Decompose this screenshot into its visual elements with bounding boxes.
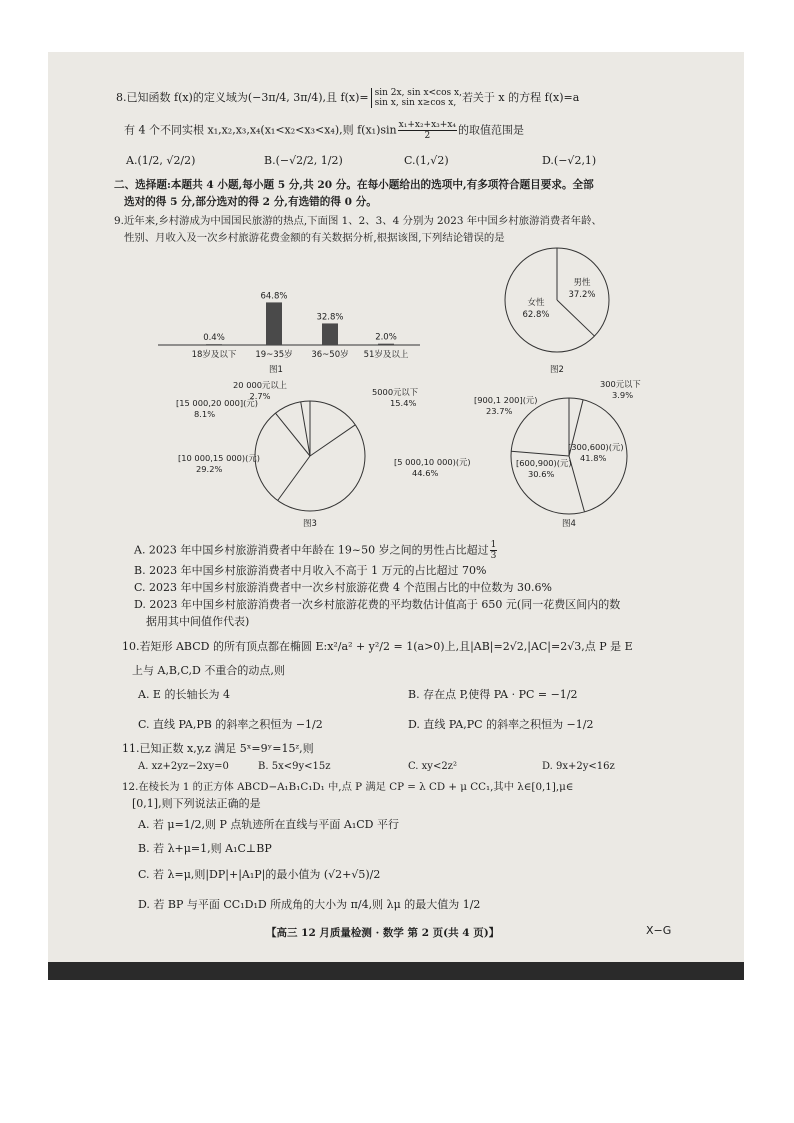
fig3-slice-name: [5 000,10 000)(元): [394, 457, 471, 467]
fig1-category-label: 51岁及以上: [363, 350, 409, 360]
fig1-category-label: 19~35岁: [255, 350, 293, 360]
fig3-slice-value: 15.4%: [390, 398, 417, 408]
pie-slice-boundary: [511, 451, 569, 456]
q11-option-d: D. 9x+2y<16z: [542, 761, 615, 772]
q10-line1: [122, 640, 633, 654]
section2-heading-2: 选对的得 5 分,部分选对的得 2 分,有选错的得 0 分。: [124, 196, 377, 208]
fig1-bar: [206, 344, 222, 345]
fig1-bar: [378, 344, 394, 345]
fig1-title: 图1: [269, 365, 283, 375]
q11-option-b: B. 5x<9y<15z: [258, 761, 331, 772]
fig1-bar-chart: [158, 291, 420, 375]
q11-option-a: A. xz+2yz−2xy=0: [138, 761, 229, 772]
fig2-slice-value: 37.2%: [568, 290, 596, 300]
page-footer: 【高三 12 月质量检测 · 数学 第 2 页(共 4 页)】: [266, 927, 500, 939]
q12-option-c: C. 若 λ=μ,则|DP|+|A₁P|的最小值为 (√2+√5)/2: [138, 868, 381, 881]
q10-ellipse-eq: x²/a² + y²/2 = 1(a>0): [327, 640, 445, 653]
pie-slice-boundary: [310, 425, 355, 456]
fig1-value-label: 2.0%: [375, 332, 397, 343]
q9-frac-den: 3: [490, 551, 497, 561]
q12-option-b: B. 若 λ+μ=1,则 A₁C⊥BP: [138, 842, 272, 855]
fig3-slice-name: 5000元以下: [372, 387, 419, 397]
q8-option-c: C.(1,√2): [404, 154, 449, 167]
fig4-slice-name: [900,1 200](元): [474, 395, 538, 405]
fig2-slice-name: 男性: [573, 278, 591, 288]
pie-slice-boundary: [278, 456, 310, 500]
pie-slice-boundary: [301, 402, 310, 456]
q10-option-a: A. E 的长轴长为 4: [138, 688, 230, 701]
q9-charts: [48, 52, 744, 980]
q9-stem-2: 性别、月收入及一次乡村旅游花费金额的有关数据分析,根据该图,下列结论错误的是: [124, 232, 505, 244]
fig2-pie-chart: [505, 248, 609, 375]
q9-option-b: B. 2023 年中国乡村旅游消费者中月收入不高于 1 万元的占比超过 70%: [134, 564, 487, 577]
fig1-value-label: 32.8%: [316, 312, 344, 323]
q8-stem-2: 有 4 个不同实根 x₁,x₂,x₃,x₄(x₁<x₂<x₃<x₄),则 f(x₁)sin: [124, 123, 397, 137]
fig3-pie-chart: [176, 380, 471, 529]
q11-option-c: C. xy<2z²: [408, 761, 457, 772]
q10-stem-b: 上,且|AB|=2√2,|AC|=2√3,点 P 是 E: [444, 640, 633, 653]
q9-option-d-cont: 据用其中间值作代表): [146, 615, 250, 628]
fig3-slice-value: 29.2%: [196, 464, 223, 474]
q10-option-c: C. 直线 PA,PB 的斜率之积恒为 −1/2: [138, 718, 323, 731]
q8-domain: (−3π/4, 3π/4): [247, 91, 323, 104]
q10-stem-2: 上与 A,B,C,D 不重合的动点,则: [132, 664, 285, 677]
q8-frac-den: 2: [424, 131, 431, 141]
q10-stem: 10.若矩形 ABCD 的所有顶点都在椭圆 E:: [122, 640, 328, 653]
q8-stem-c: 若关于 x 的方程 f(x)=a: [461, 91, 580, 104]
q9-option-a: [134, 540, 498, 561]
fig1-value-label: 0.4%: [203, 333, 225, 344]
pie-slice-boundary: [557, 300, 594, 336]
fig4-slice-value: 3.9%: [612, 390, 634, 400]
fig2-title: 图2: [550, 365, 564, 375]
fig4-slice-name: [600,900)(元): [516, 458, 572, 468]
q9-option-a-text: A. 2023 年中国乡村旅游消费者中年龄在 19~50 岁之间的男性占比超过: [134, 543, 489, 557]
fig3-slice-value: 44.6%: [412, 468, 439, 478]
fig3-title: 图3: [303, 519, 317, 529]
q12-option-a: A. 若 μ=1/2,则 P 点轨迹所在直线与平面 A₁CD 平行: [138, 818, 399, 831]
q12-option-d: D. 若 BP 与平面 CC₁D₁D 所成角的大小为 π/4,则 λμ 的最大值为 1/2: [138, 898, 481, 911]
q8-frac-num: x₁+x₂+x₃+x₄: [398, 120, 456, 130]
fig4-slice-value: 41.8%: [580, 453, 607, 463]
fig3-slice-value: 2.7%: [249, 391, 271, 401]
q9-frac-num: 1: [490, 540, 497, 550]
fig4-slice-value: 30.6%: [528, 469, 555, 479]
q8-case2: sin x, sin x≥cos x,: [374, 98, 457, 108]
fig2-slice-name: 女性: [527, 298, 545, 308]
fig2-slice-value: 62.8%: [522, 310, 550, 320]
q8-stem: 8.已知函数 f(x)的定义域为: [116, 91, 248, 104]
q9-stem-1: 9.近年来,乡村游成为中国国民旅游的热点,下面图 1、2、3、4 分别为 2023 年中国乡村旅游消费者年龄、: [114, 215, 602, 227]
q8-case1: sin 2x, sin x<cos x,: [374, 88, 462, 98]
q8-option-d: D.(−√2,1): [542, 154, 597, 167]
fig3-slice-value: 8.1%: [194, 409, 216, 419]
q9-option-a-frac: [490, 540, 498, 561]
fig3-slice-name: [15 000,20 000](元): [176, 398, 258, 408]
q12-stem-2: [0,1],则下列说法正确的是: [132, 797, 261, 810]
q10-option-b: B. 存在点 P,使得 PA · PC = −1/2: [408, 688, 578, 701]
fig1-category-label: 18岁及以下: [191, 350, 237, 360]
fig3-slice-name: [10 000,15 000)(元): [178, 453, 260, 463]
q8-stem-b: ,且 f(x)=: [322, 91, 369, 104]
q8-option-a: A.(1/2, √2/2): [126, 154, 196, 167]
fig1-category-label: 36~50岁: [311, 350, 349, 360]
q12-stem-1: 12.在棱长为 1 的正方体 ABCD−A₁B₁C₁D₁ 中,点 P 满足 CP = λ CD + μ CC₁,其中 λ∈[0,1],μ∈: [122, 781, 574, 793]
paper-code: X−G: [646, 924, 672, 937]
section2-heading: 二、选择题:本题共 4 小题,每小题 5 分,共 20 分。在每小题给出的选项中,有多项符合题目要求。全部: [114, 179, 594, 191]
q9-option-c: C. 2023 年中国乡村旅游消费者中一次乡村旅游花费 4 个范围占比的中位数为 30.6%: [134, 581, 552, 594]
fig4-slice-name: 300元以下: [600, 379, 641, 389]
fig1-bar: [266, 302, 282, 345]
fig4-slice-name: [300,600)(元): [568, 442, 624, 452]
fig4-slice-value: 23.7%: [486, 406, 513, 416]
q8-stem-2b: 的取值范围是: [458, 123, 524, 137]
q11-stem: 11.已知正数 x,y,z 满足 5ˣ=9ʸ=15ᶻ,则: [122, 742, 314, 755]
pie-slice-boundary: [275, 413, 310, 456]
fig3-slice-name: 20 000元以上: [233, 380, 287, 390]
exam-sheet: [48, 52, 744, 980]
q8-option-b: B.(−√2/2, 1/2): [264, 154, 343, 167]
fig4-pie-chart: [474, 379, 641, 529]
q10-option-d: D. 直线 PA,PC 的斜率之积恒为 −1/2: [408, 718, 594, 731]
fig1-value-label: 64.8%: [260, 291, 288, 302]
fig1-bar: [322, 323, 338, 345]
q9-option-d: D. 2023 年中国乡村旅游消费者一次乡村旅游花费的平均数估计值高于 650 元(同一花费区间内的数: [134, 598, 621, 611]
fig4-title: 图4: [562, 519, 576, 529]
